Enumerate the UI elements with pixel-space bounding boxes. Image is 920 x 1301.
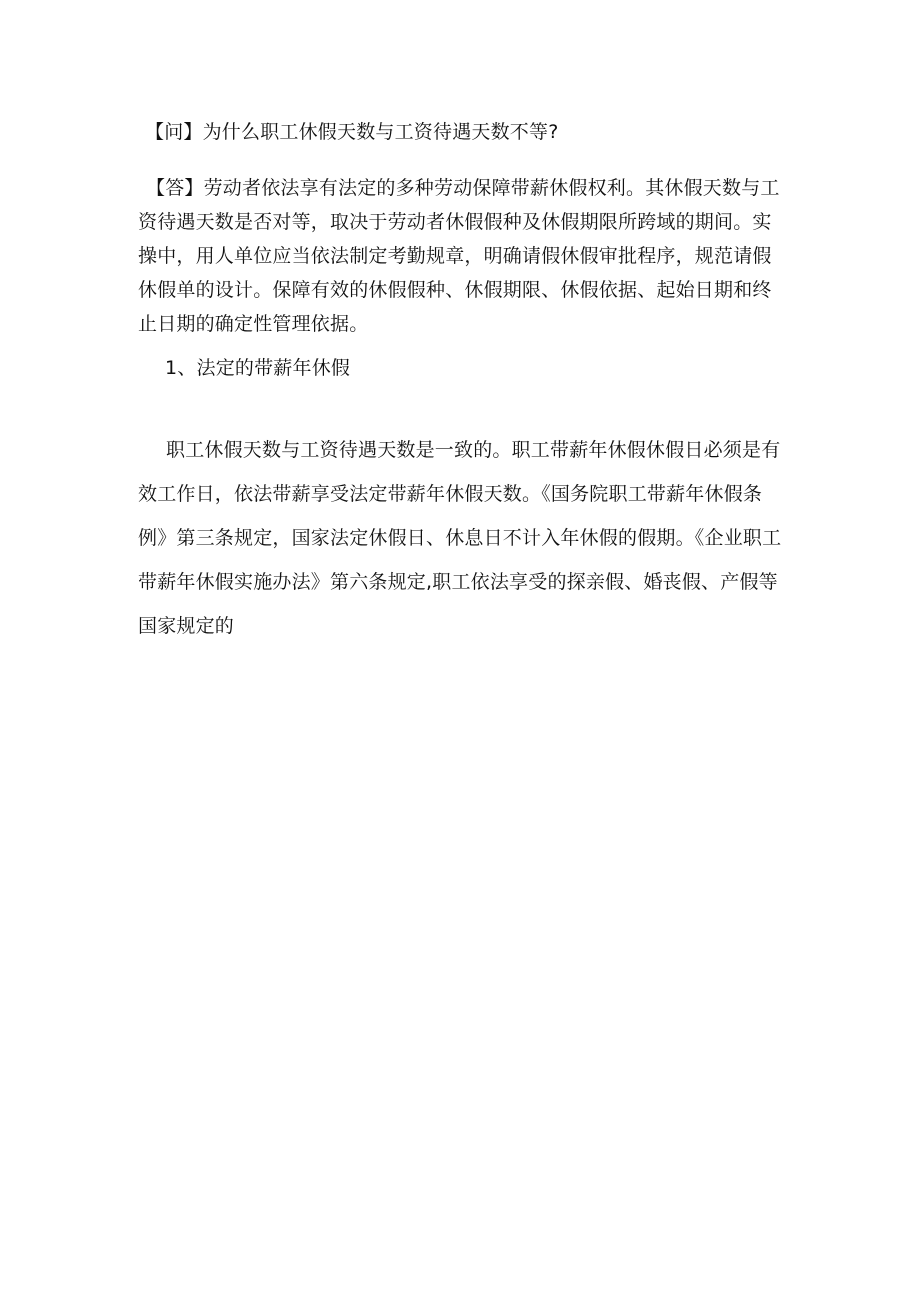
answer-paragraph: 【答】劳动者依法享有法定的多种劳动保障带薪休假权利。其休假天数与工资待遇天数是否对等，取决于劳动者休假假种及休假期限所跨域的期间。实操中，用人单位应当依法制定考勤规章，明确请假休假审批程序，规范请假休假单的设计。保障有效的休假假种、休假期限、休假依据、起始日期和终止日期的确定性管理依据。 (138, 177, 780, 335)
section-body-paragraph: 职工休假天数与工资待遇天数是一致的。职工带薪年休假休假日必须是有效工作日，依法带薪享受法定带薪年休假天数。《国务院职工带薪年休假条例》第三条规定，国家法定休假日、休息日不计入年休假的假期。《企业职工带薪年休假实施办法》第六条规定,职工依法享受的探亲假、婚丧假、产假等国家规定的 (138, 439, 782, 637)
section-heading: 1、法定的带薪年休假 (165, 357, 351, 379)
question-paragraph: 【问】为什么职工休假天数与工资待遇天数不等? (145, 121, 559, 143)
